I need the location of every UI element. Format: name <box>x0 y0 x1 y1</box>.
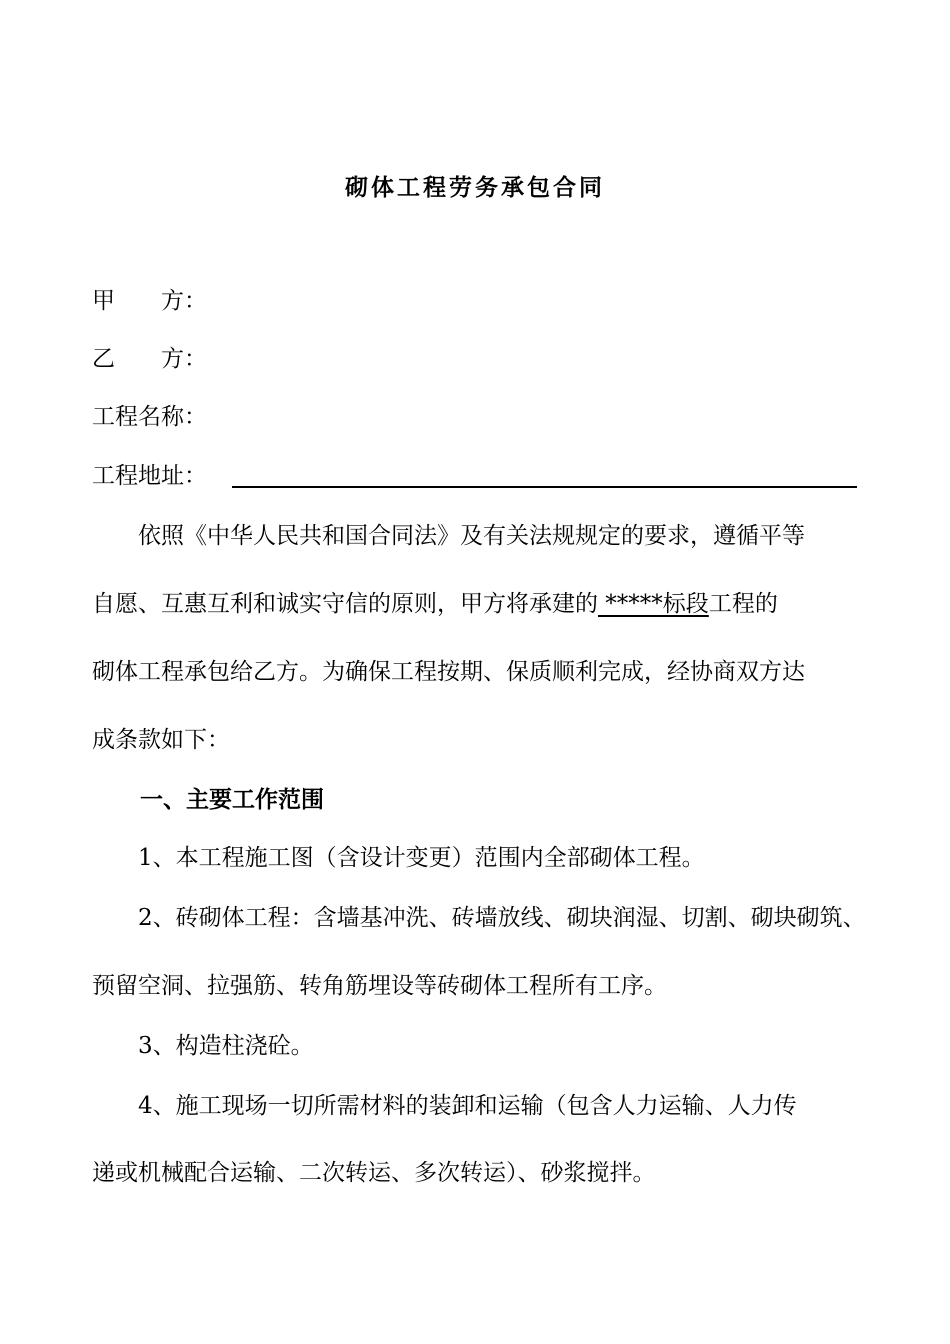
scope-item-2-line-1: 2、砖砌体工程：含墙基冲洗、砖墙放线、砌块润湿、切割、砌块砌筑、 <box>138 905 866 931</box>
project-name-field <box>92 401 207 433</box>
scope-item-3: 3、构造柱浇砼。 <box>138 1033 314 1059</box>
project-name-label: 工程名称： <box>92 404 207 430</box>
preamble-line-4: 成条款如下： <box>92 727 230 753</box>
party-a-label: 甲 方： <box>92 288 207 314</box>
party-b-label: 乙 方： <box>92 346 207 372</box>
scope-item-1: 1、本工程施工图（含设计变更）范围内全部砌体工程。 <box>138 845 705 871</box>
party-a-field <box>92 285 207 317</box>
scope-item-4-line-2: 递或机械配合运输、二次转运、多次转运）、砂浆搅拌。 <box>92 1160 656 1186</box>
preamble-line-2-post: 工程的 <box>708 591 778 617</box>
document-title: 砌体工程劳务承包合同 <box>345 175 605 201</box>
preamble-line-1: 依照《中华人民共和国合同法》及有关法规规定的要求，遵循平等 <box>138 523 805 549</box>
preamble-line-3: 砌体工程承包给乙方。为确保工程按期、保质顺利完成，经协商双方达 <box>92 659 805 685</box>
project-address-field <box>92 460 207 492</box>
project-address-blank-line <box>232 486 857 488</box>
project-address-label: 工程地址： <box>92 463 207 489</box>
scope-item-2-line-2: 预留空洞、拉强筋、转角筋埋设等砖砌体工程所有工序。 <box>92 973 667 999</box>
party-b-field <box>92 343 207 375</box>
preamble-line-2-pre: 自愿、互惠互利和诚实守信的原则，甲方将承建的 <box>92 591 598 617</box>
scope-item-4-line-1: 4、施工现场一切所需材料的装卸和运输（包含人力运输、人力传 <box>138 1093 797 1119</box>
preamble-line-2 <box>92 588 872 620</box>
section-name-underlined: *****标段 <box>598 591 709 617</box>
section-1-heading: 一、主要工作范围 <box>140 787 324 813</box>
